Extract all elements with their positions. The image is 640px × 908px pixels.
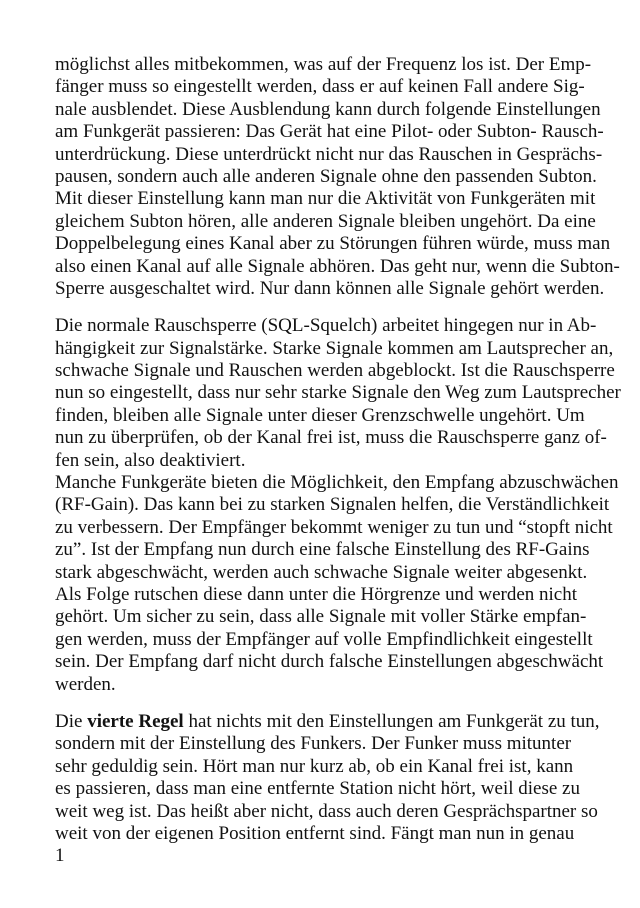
- text-line: schwache Signale und Rauschen werden abgeblockt. Ist die Rauschsperre: [55, 360, 615, 382]
- text-line: zu”. Ist der Empfang nun durch eine falsche Einstellung des RF-Gains: [55, 539, 590, 561]
- text-line: möglichst alles mitbekommen, was auf der Frequenz los ist. Der Emp-: [55, 54, 592, 75]
- text-line: zu verbessern. Der Empfänger bekommt weniger zu tun und “stopft nicht: [55, 516, 613, 538]
- text-line: gehört. Um sicher zu sein, dass alle Signale mit voller Stärke empfan-: [55, 606, 587, 628]
- text-line: stark abgeschwächt, werden auch schwache Signale weiter abgesenkt.: [55, 561, 588, 583]
- text-line: Doppelbelegung eines Kanal aber zu Störungen führen würde, muss man: [55, 233, 611, 255]
- text-line: weit von der eigenen Position entfernt sind. Fängt man nun in genau: [55, 822, 575, 844]
- text-line: nale ausblendet. Diese Ausblendung kann durch folgende Einstellungen: [55, 98, 601, 120]
- text-line: fen sein, also deaktiviert.: [55, 449, 246, 471]
- text-run: Die: [55, 710, 88, 732]
- text-line: finden, bleiben alle Signale unter dieser Grenzschwelle ungehört. Um: [55, 404, 585, 426]
- text-line: weit weg ist. Das heißt aber nicht, dass auch deren Gesprächspartner so: [55, 800, 598, 822]
- text-line: Sperre ausgeschaltet wird. Nur dann können alle Signale gehört werden.: [55, 277, 605, 299]
- page-number: 1: [55, 845, 65, 867]
- text-line: gen werden, muss der Empfänger auf volle Empfindlichkeit eingestellt: [55, 628, 593, 650]
- text-line: sein. Der Empfang darf nicht durch falsche Einstellungen abgeschwächt: [55, 651, 604, 673]
- paragraph-rauschsperre-rfgain: [55, 315, 621, 696]
- text-line: Die normale Rauschsperre (SQL-Squelch) arbeitet hingegen nur in Ab-: [55, 315, 597, 337]
- text-line: also einen Kanal auf alle Signale abhören. Das geht nur, wenn die Subton-: [55, 255, 620, 277]
- text-run: hat nichts mit den Einstellungen am Funkgerät zu tun,: [183, 710, 600, 732]
- text-line: fänger muss so eingestellt werden, dass er auf keinen Fall andere Sig-: [55, 76, 585, 98]
- text-line: sehr geduldig sein. Hört man nur kurz ab, ob ein Kanal frei ist, kann: [55, 755, 574, 777]
- text-line: werden.: [55, 673, 116, 695]
- text-line: pausen, sondern auch alle anderen Signale ohne den passenden Subton.: [55, 165, 597, 187]
- paragraph-subton-sperre: [55, 54, 621, 300]
- text-line: hängigkeit zur Signalstärke. Starke Signale kommen am Lautsprecher an,: [55, 337, 614, 359]
- text-line: unterdrückung. Diese unterdrückt nicht nur das Rauschen in Gesprächs-: [55, 143, 603, 165]
- text-line: gleichem Subton hören, alle anderen Signale bleiben ungehört. Da eine: [55, 210, 596, 232]
- text-line: (RF-Gain). Das kann bei zu starken Signalen helfen, die Verständlichkeit: [55, 494, 610, 516]
- text-line: Mit dieser Einstellung kann man nur die Aktivität von Funkgeräten mit: [55, 188, 596, 210]
- text-line: nun zu überprüfen, ob der Kanal frei ist, muss die Rauschsperre ganz of-: [55, 427, 607, 449]
- text-line: sondern mit der Einstellung des Funkers. Der Funker muss mitunter: [55, 733, 572, 755]
- text-line: Als Folge rutschen diese dann unter die Hörgrenze und werden nicht: [55, 583, 577, 605]
- text-line: nun so eingestellt, dass nur sehr starke Signale den Weg zum Lautsprecher: [55, 382, 621, 404]
- document-page: [55, 54, 621, 868]
- bold-phrase-vierte-regel: vierte Regel: [87, 710, 184, 732]
- text-line: [55, 711, 621, 733]
- text-line: es passieren, dass man eine entfernte Station nicht hört, weil diese zu: [55, 778, 580, 800]
- text-line: Manche Funkgeräte bieten die Möglichkeit, den Empfang abzuschwächen: [55, 472, 619, 494]
- text-line: am Funkgerät passieren: Das Gerät hat eine Pilot- oder Subton- Rausch-: [55, 121, 604, 143]
- paragraph-vierte-regel: [55, 711, 621, 845]
